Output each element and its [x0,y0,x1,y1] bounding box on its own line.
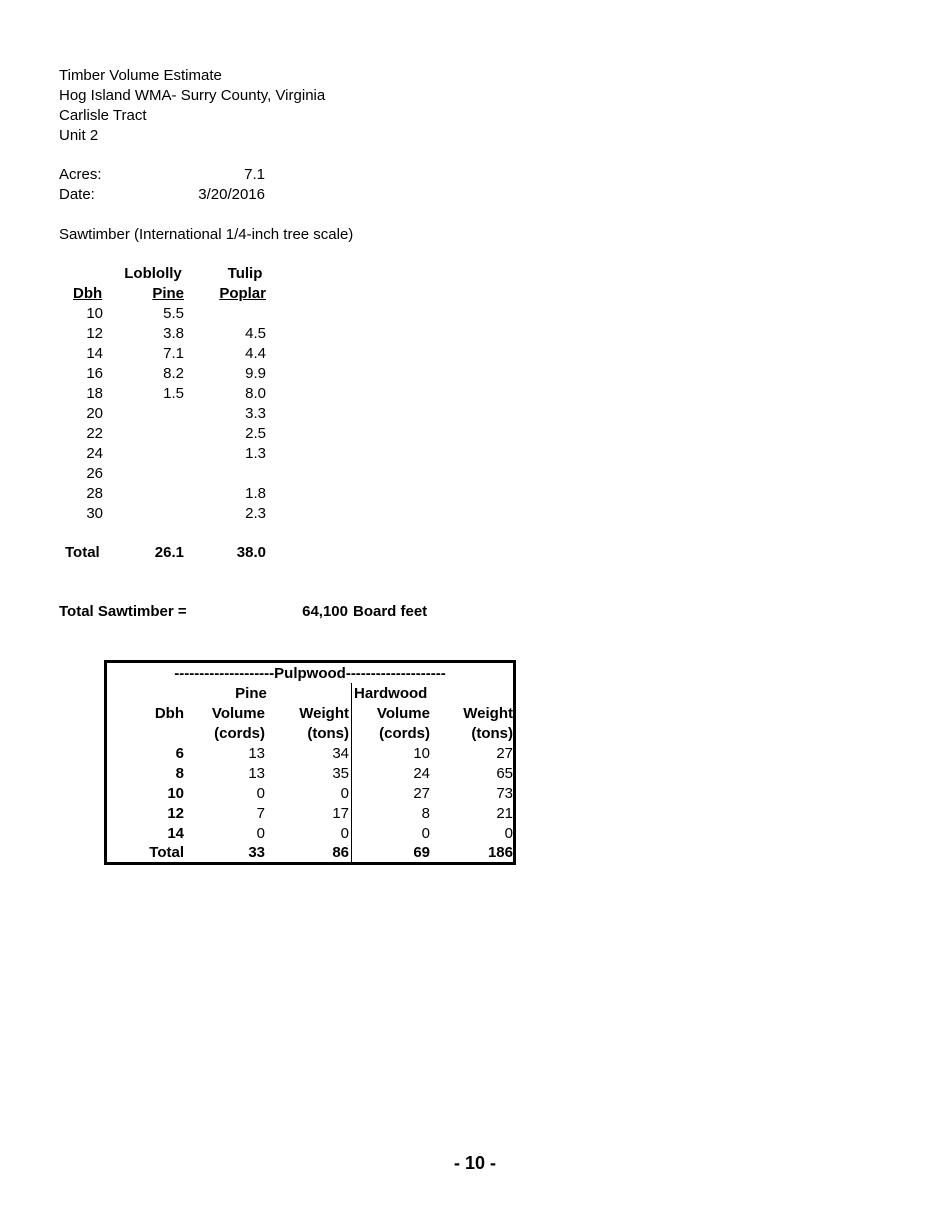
date-label: Date: [59,186,95,203]
saw-poplar: 4.4 [245,345,266,362]
pulp-hw-weight: 65 [496,765,513,782]
pulpwood-divider [351,683,352,862]
pulp-dbh: 6 [175,745,184,762]
pulp-header-pine: Pine [235,685,267,702]
pulp-header-pine-weight: Weight [299,705,349,722]
saw-dbh: 24 [86,445,103,462]
pulp-hw-volume: 24 [413,765,430,782]
saw-dbh: 26 [86,465,103,482]
saw-poplar: 8.0 [245,385,266,402]
col-header-pine-text: Pine [152,285,184,302]
pulpwood-title: --------------------Pulpwood-------------------- [174,665,446,682]
saw-total-label: Total [65,544,100,561]
saw-dbh: 20 [86,405,103,422]
col-header-loblolly: Loblolly [124,265,182,282]
saw-dbh: 14 [86,345,103,362]
saw-dbh: 28 [86,485,103,502]
col-header-poplar [200,284,266,304]
pulp-hw-weight: 73 [496,785,513,802]
col-header-dbh [73,284,102,304]
pulp-total-pine-volume: 33 [248,844,265,861]
pulp-pine-weight: 0 [340,825,349,842]
saw-poplar: 9.9 [245,365,266,382]
pulp-pine-volume: 13 [248,765,265,782]
pulp-dbh: 10 [167,785,184,802]
saw-poplar: 4.5 [245,325,266,342]
saw-pine: 5.5 [163,305,184,322]
saw-dbh: 16 [86,365,103,382]
saw-poplar: 1.8 [245,485,266,502]
doc-title: Timber Volume Estimate [59,67,222,84]
saw-dbh: 18 [86,385,103,402]
pulp-header-pine-volume: Volume [211,705,265,722]
pulp-hw-volume: 8 [421,805,430,822]
total-sawtimber-label: Total Sawtimber = [59,603,187,620]
pulp-hw-weight: 27 [496,745,513,762]
pulp-pine-volume: 7 [256,805,265,822]
pulp-total-hw-weight: 186 [487,844,513,861]
pulp-header-hw-tons: (tons) [471,725,513,742]
saw-poplar: 3.3 [245,405,266,422]
pulp-pine-weight: 34 [332,745,349,762]
saw-pine: 7.1 [163,345,184,362]
saw-dbh: 22 [86,425,103,442]
saw-dbh: 30 [86,505,103,522]
pulp-pine-weight: 0 [340,785,349,802]
pulp-header-dbh: Dbh [154,705,184,722]
total-sawtimber-unit: Board feet [353,603,428,620]
saw-pine: 8.2 [163,365,184,382]
pulp-dbh: 8 [175,765,184,782]
pulp-hw-volume: 0 [421,825,430,842]
doc-unit: Unit 2 [59,127,99,144]
total-sawtimber-value: 64,100 [302,603,348,620]
pulp-header-hw-volume: Volume [376,705,430,722]
saw-dbh: 12 [86,325,103,342]
pulp-header-hw-cords: (cords) [379,725,430,742]
pulp-hw-volume: 10 [413,745,430,762]
col-header-dbh-text: Dbh [73,285,103,302]
doc-tract: Carlisle Tract [59,107,147,124]
saw-poplar: 2.3 [245,505,266,522]
saw-pine: 3.8 [163,325,184,342]
pulp-hw-weight: 21 [496,805,513,822]
pulp-dbh: 14 [167,825,184,842]
pulp-hw-volume: 27 [413,785,430,802]
col-header-poplar-text: Poplar [219,285,266,302]
pulp-header-hardwood: Hardwood [354,685,428,702]
pulp-header-pine-cords: (cords) [214,725,265,742]
acres-label: Acres: [59,166,102,183]
col-header-pine [118,284,184,304]
pulp-pine-volume: 0 [256,825,265,842]
pulp-pine-weight: 35 [332,765,349,782]
pulp-header-hw-weight: Weight [463,705,513,722]
pulp-hw-weight: 0 [504,825,513,842]
saw-pine: 1.5 [163,385,184,402]
doc-location: Hog Island WMA- Surry County, Virginia [59,87,326,104]
pulpwood-table [104,660,516,865]
date-value: 3/20/2016 [198,186,265,203]
pulp-total-pine-weight: 86 [332,844,349,861]
pulp-header-pine-tons: (tons) [307,725,349,742]
pulp-total-label: Total [149,844,184,861]
pulp-dbh: 12 [167,805,184,822]
saw-poplar: 1.3 [245,445,266,462]
pulp-pine-volume: 0 [256,785,265,802]
saw-poplar: 2.5 [245,425,266,442]
saw-total-pine: 26.1 [154,544,184,561]
col-header-tulip: Tulip [227,265,263,282]
sawtimber-heading: Sawtimber (International 1/4-inch tree scale) [59,226,354,243]
pulp-pine-volume: 13 [248,745,265,762]
acres-value: 7.1 [244,166,265,183]
pulp-pine-weight: 17 [332,805,349,822]
page-number: - 10 - [453,1153,496,1173]
saw-dbh: 10 [86,305,103,322]
saw-total-poplar: 38.0 [236,544,266,561]
pulp-total-hw-volume: 69 [413,844,430,861]
